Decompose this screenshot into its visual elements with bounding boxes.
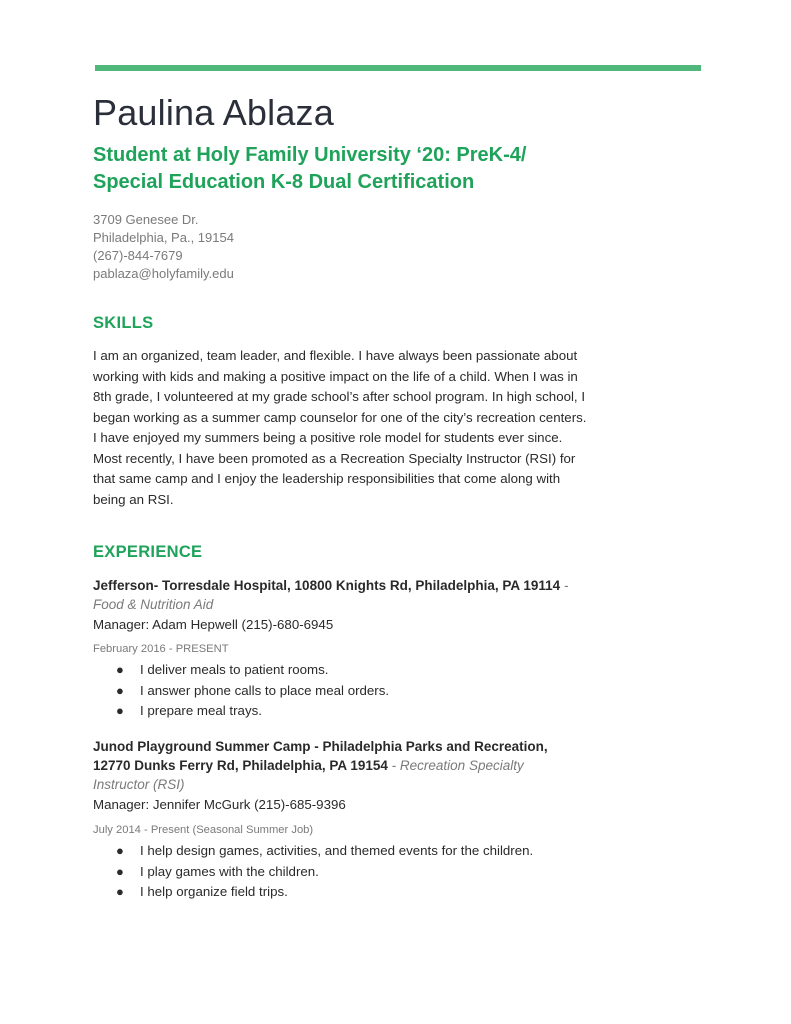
- job-employer: Jefferson- Torresdale Hospital, 10800 Knights Rd, Philadelphia, PA 19114: [93, 578, 561, 593]
- contact-email: pablaza@holyfamily.edu: [93, 266, 234, 281]
- job-entry-header: [93, 576, 573, 614]
- experience-heading: EXPERIENCE: [93, 543, 203, 561]
- job-dates: February 2016 - PRESENT: [93, 643, 229, 655]
- job-duties-list: [113, 660, 389, 722]
- job-role: - Food & Nutrition Aid: [93, 578, 569, 612]
- job-dates: July 2014 - Present (Seasonal Summer Job): [93, 824, 314, 836]
- job-manager: Manager: Adam Hepwell (215)-680-6945: [93, 617, 334, 632]
- contact-block: [93, 211, 234, 283]
- job-role: - Recreation Specialty Instructor (RSI): [93, 758, 524, 792]
- subtitle-line-1: Student at Holy Family University ‘20: PreK-4/: [93, 144, 527, 166]
- contact-phone: (267)-844-7679: [93, 248, 183, 263]
- job-manager: Manager: Jennifer McGurk (215)-685-9396: [93, 797, 346, 812]
- candidate-name: Paulina Ablaza: [93, 92, 334, 133]
- list-item: ● I help design games, activities, and themed events for the children.: [116, 843, 534, 858]
- job-duties-list: [113, 841, 533, 903]
- header-accent-bar: [95, 65, 701, 71]
- job-entry-header: [93, 737, 573, 794]
- skills-paragraph: I am an organized, team leader, and flexible. I have always been passionate about working with kids and making a positive impact on the life of a child. When I was in 8th grade, I volunteered at my grade school’s after school program. In high school, I began working as a summer camp counselor for one of the city’s recreation centers. I have enjoyed my summers being a positive role model for students ever since. Most recently, I have been promoted as a Recreation Specialty Instructor (RSI) for that same camp and I enjoy the leadership responsibilities that come along with being an RSI.: [93, 348, 587, 507]
- list-item: ● I answer phone calls to place meal orders.: [116, 682, 390, 698]
- list-item: ● I help organize field trips.: [116, 884, 288, 899]
- candidate-subtitle: [93, 142, 693, 196]
- skills-heading: SKILLS: [93, 314, 154, 332]
- list-item: ● I play games with the children.: [116, 863, 319, 879]
- subtitle-line-2: Special Education K-8 Dual Certification: [93, 171, 475, 193]
- contact-city: Philadelphia, Pa., 19154: [93, 230, 234, 245]
- list-item: ● I prepare meal trays.: [116, 703, 262, 718]
- contact-street: 3709 Genesee Dr.: [93, 212, 199, 227]
- list-item: ● I deliver meals to patient rooms.: [116, 662, 329, 677]
- job-employer: Junod Playground Summer Camp - Philadelphia Parks and Recreation, 12770 Dunks Ferry Rd, Philadelphia, PA 19154: [93, 739, 548, 773]
